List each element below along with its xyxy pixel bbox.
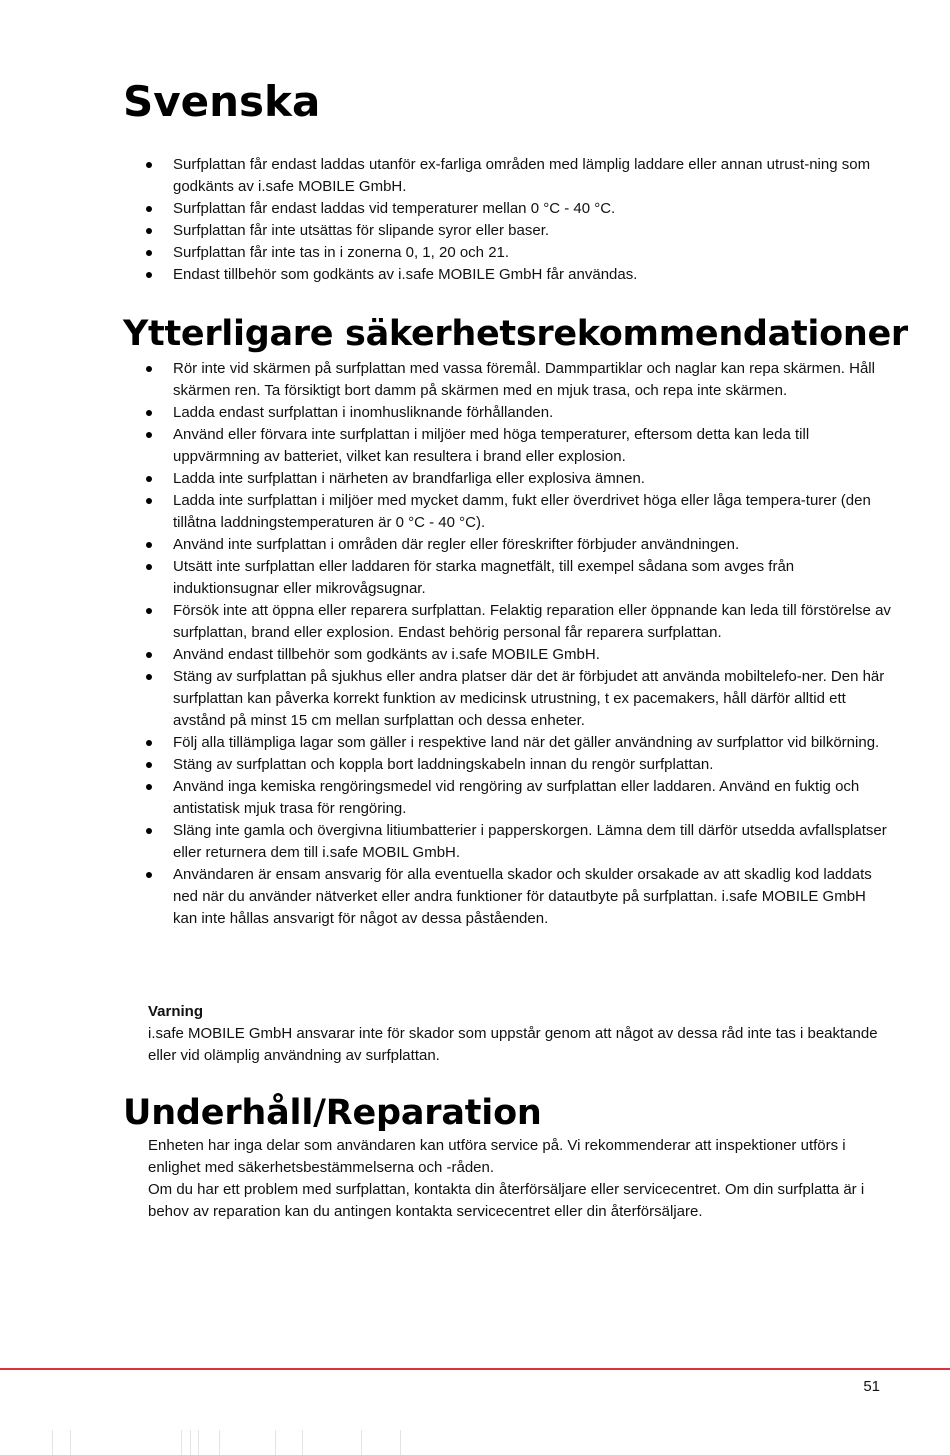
list-item: Använd inte surfplattan i områden där regler eller föreskrifter förbjuder användningen. xyxy=(173,534,893,556)
bullet-icon xyxy=(146,366,152,372)
bullet-icon xyxy=(146,674,152,680)
list-item: Utsätt inte surfplattan eller laddaren för starka magnetfält, till exempel sådana som avges från induktionsugnar eller mikrovågsugnar. xyxy=(173,556,893,600)
page-number: 51 xyxy=(863,1378,880,1395)
bottom-scan-marks xyxy=(0,1430,950,1455)
warning-block xyxy=(148,1001,878,1067)
list-item: Stäng av surfplattan på sjukhus eller andra platser där det är förbjudet att använda mobiltelefo-ner. Den här surfplattan kan påverka korrekt funktion av medicinsk utrustning, t ex pacemakers, håll därför alltid ett avstånd på minst 15 cm mellan surfplattan och dessa enheter. xyxy=(173,666,893,732)
section-heading-maintenance: Underhåll/Reparation xyxy=(123,1093,542,1133)
scan-mark xyxy=(302,1430,303,1455)
bullet-icon xyxy=(146,206,152,212)
maintenance-paragraph: Enheten har inga delar som användaren kan utföra service på. Vi rekommenderar att inspektioner utförs i enlighet med säkerhetsbestämmelserna och -råden. xyxy=(148,1137,846,1176)
list-item: Använd eller förvara inte surfplattan i miljöer med höga temperaturer, eftersom detta kan leda till uppvärmning av batteriet, vilket kan resultera i brand eller explosion. xyxy=(173,424,893,468)
list-item: Surfplattan får endast laddas vid temperaturer mellan 0 °C - 40 °C. xyxy=(173,198,893,220)
list-item: Försök inte att öppna eller reparera surfplattan. Felaktig reparation eller öppnande kan leda till förstörelse av surfplattan, brand eller explosion. Endast behörig personal får reparera surfplattan. xyxy=(173,600,893,644)
list-item: Surfplattan får inte utsättas för slipande syror eller baser. xyxy=(173,220,893,242)
bullet-icon xyxy=(146,762,152,768)
bullet-icon xyxy=(146,872,152,878)
list-item: Rör inte vid skärmen på surfplattan med vassa föremål. Dammpartiklar och naglar kan repa skärmen. Håll skärmen ren. Ta försiktigt bort damm på skärmen med en mjuk trasa, och repa inte skärmen. xyxy=(173,358,893,402)
list-item: Stäng av surfplattan och koppla bort laddningskabeln innan du rengör surfplattan. xyxy=(173,754,893,776)
bullet-icon xyxy=(146,564,152,570)
list-item: Släng inte gamla och övergivna litiumbatterier i papperskorgen. Lämna dem till därför utsedda avfallsplatser eller returnera dem till i.safe MOBIL GmbH. xyxy=(173,820,893,864)
bullet-icon xyxy=(146,828,152,834)
scan-mark xyxy=(181,1430,182,1455)
section-heading-safety-recommendations: Ytterligare säkerhetsrekommendationer xyxy=(123,314,908,354)
scan-mark xyxy=(361,1430,362,1455)
warning-text: i.safe MOBILE GmbH ansvarar inte för skador som uppstår genom att något av dessa råd inte tas i beaktande eller vid olämplig användning av surfplattan. xyxy=(148,1025,878,1064)
footer-rule xyxy=(0,1368,950,1370)
scan-mark xyxy=(400,1430,401,1455)
bullet-icon xyxy=(146,608,152,614)
list-item: Använd inga kemiska rengöringsmedel vid rengöring av surfplattan eller laddaren. Använd en fuktig och antistatisk mjuk trasa för rengöring. xyxy=(173,776,893,820)
warning-title: Varning xyxy=(148,1003,204,1020)
bullet-icon xyxy=(146,250,152,256)
list-item: Använd endast tillbehör som godkänts av i.safe MOBILE GmbH. xyxy=(173,644,893,666)
list-item: Surfplattan får inte tas in i zonerna 0, 1, 20 och 21. xyxy=(173,242,893,264)
list-item: Ladda endast surfplattan i inomhusliknande förhållanden. xyxy=(173,402,893,424)
list-item: Följ alla tillämpliga lagar som gäller i respektive land när det gäller användning av surfplattor vid bilkörning. xyxy=(173,732,893,754)
list-item: Endast tillbehör som godkänts av i.safe MOBILE GmbH får användas. xyxy=(173,264,893,286)
section-heading-svenska: Svenska xyxy=(123,77,321,126)
safety-bullet-list xyxy=(173,358,893,930)
maintenance-paragraph: Om du har ett problem med surfplattan, kontakta din återförsäljare eller servicecentret. Om din surfplatta är i behov av reparation kan du antingen kontakta servicecentret eller din återförsäljare. xyxy=(148,1181,865,1220)
bullet-icon xyxy=(146,272,152,278)
bullet-icon xyxy=(146,542,152,548)
scan-mark xyxy=(52,1430,53,1455)
bullet-icon xyxy=(146,784,152,790)
scan-mark xyxy=(219,1430,220,1455)
bullet-icon xyxy=(146,162,152,168)
bullet-icon xyxy=(146,740,152,746)
maintenance-body xyxy=(148,1135,878,1223)
bullet-icon xyxy=(146,476,152,482)
bullet-icon xyxy=(146,410,152,416)
scan-mark xyxy=(198,1430,199,1455)
list-item: Användaren är ensam ansvarig för alla eventuella skador och skulder orsakade av att skadlig kod laddats ned när du använder nätverket eller andra funktioner för datautbyte på surfplattan. i.safe MOBILE GmbH kan inte hållas ansvarigt för något av dessa påståenden. xyxy=(173,864,893,930)
bullet-icon xyxy=(146,432,152,438)
svenska-bullet-list xyxy=(173,154,893,286)
bullet-icon xyxy=(146,652,152,658)
list-item: Surfplattan får endast laddas utanför ex-farliga områden med lämplig laddare eller annan utrust-ning som godkänts av i.safe MOBILE GmbH. xyxy=(173,154,893,198)
list-item: Ladda inte surfplattan i närheten av brandfarliga eller explosiva ämnen. xyxy=(173,468,893,490)
list-item: Ladda inte surfplattan i miljöer med mycket damm, fukt eller överdrivet höga eller låga tempera-turer (den tillåtna laddningstemperaturen är 0 °C - 40 °C). xyxy=(173,490,893,534)
scan-mark xyxy=(190,1430,191,1455)
bullet-icon xyxy=(146,498,152,504)
bullet-icon xyxy=(146,228,152,234)
scan-mark xyxy=(275,1430,276,1455)
scan-mark xyxy=(70,1430,71,1455)
